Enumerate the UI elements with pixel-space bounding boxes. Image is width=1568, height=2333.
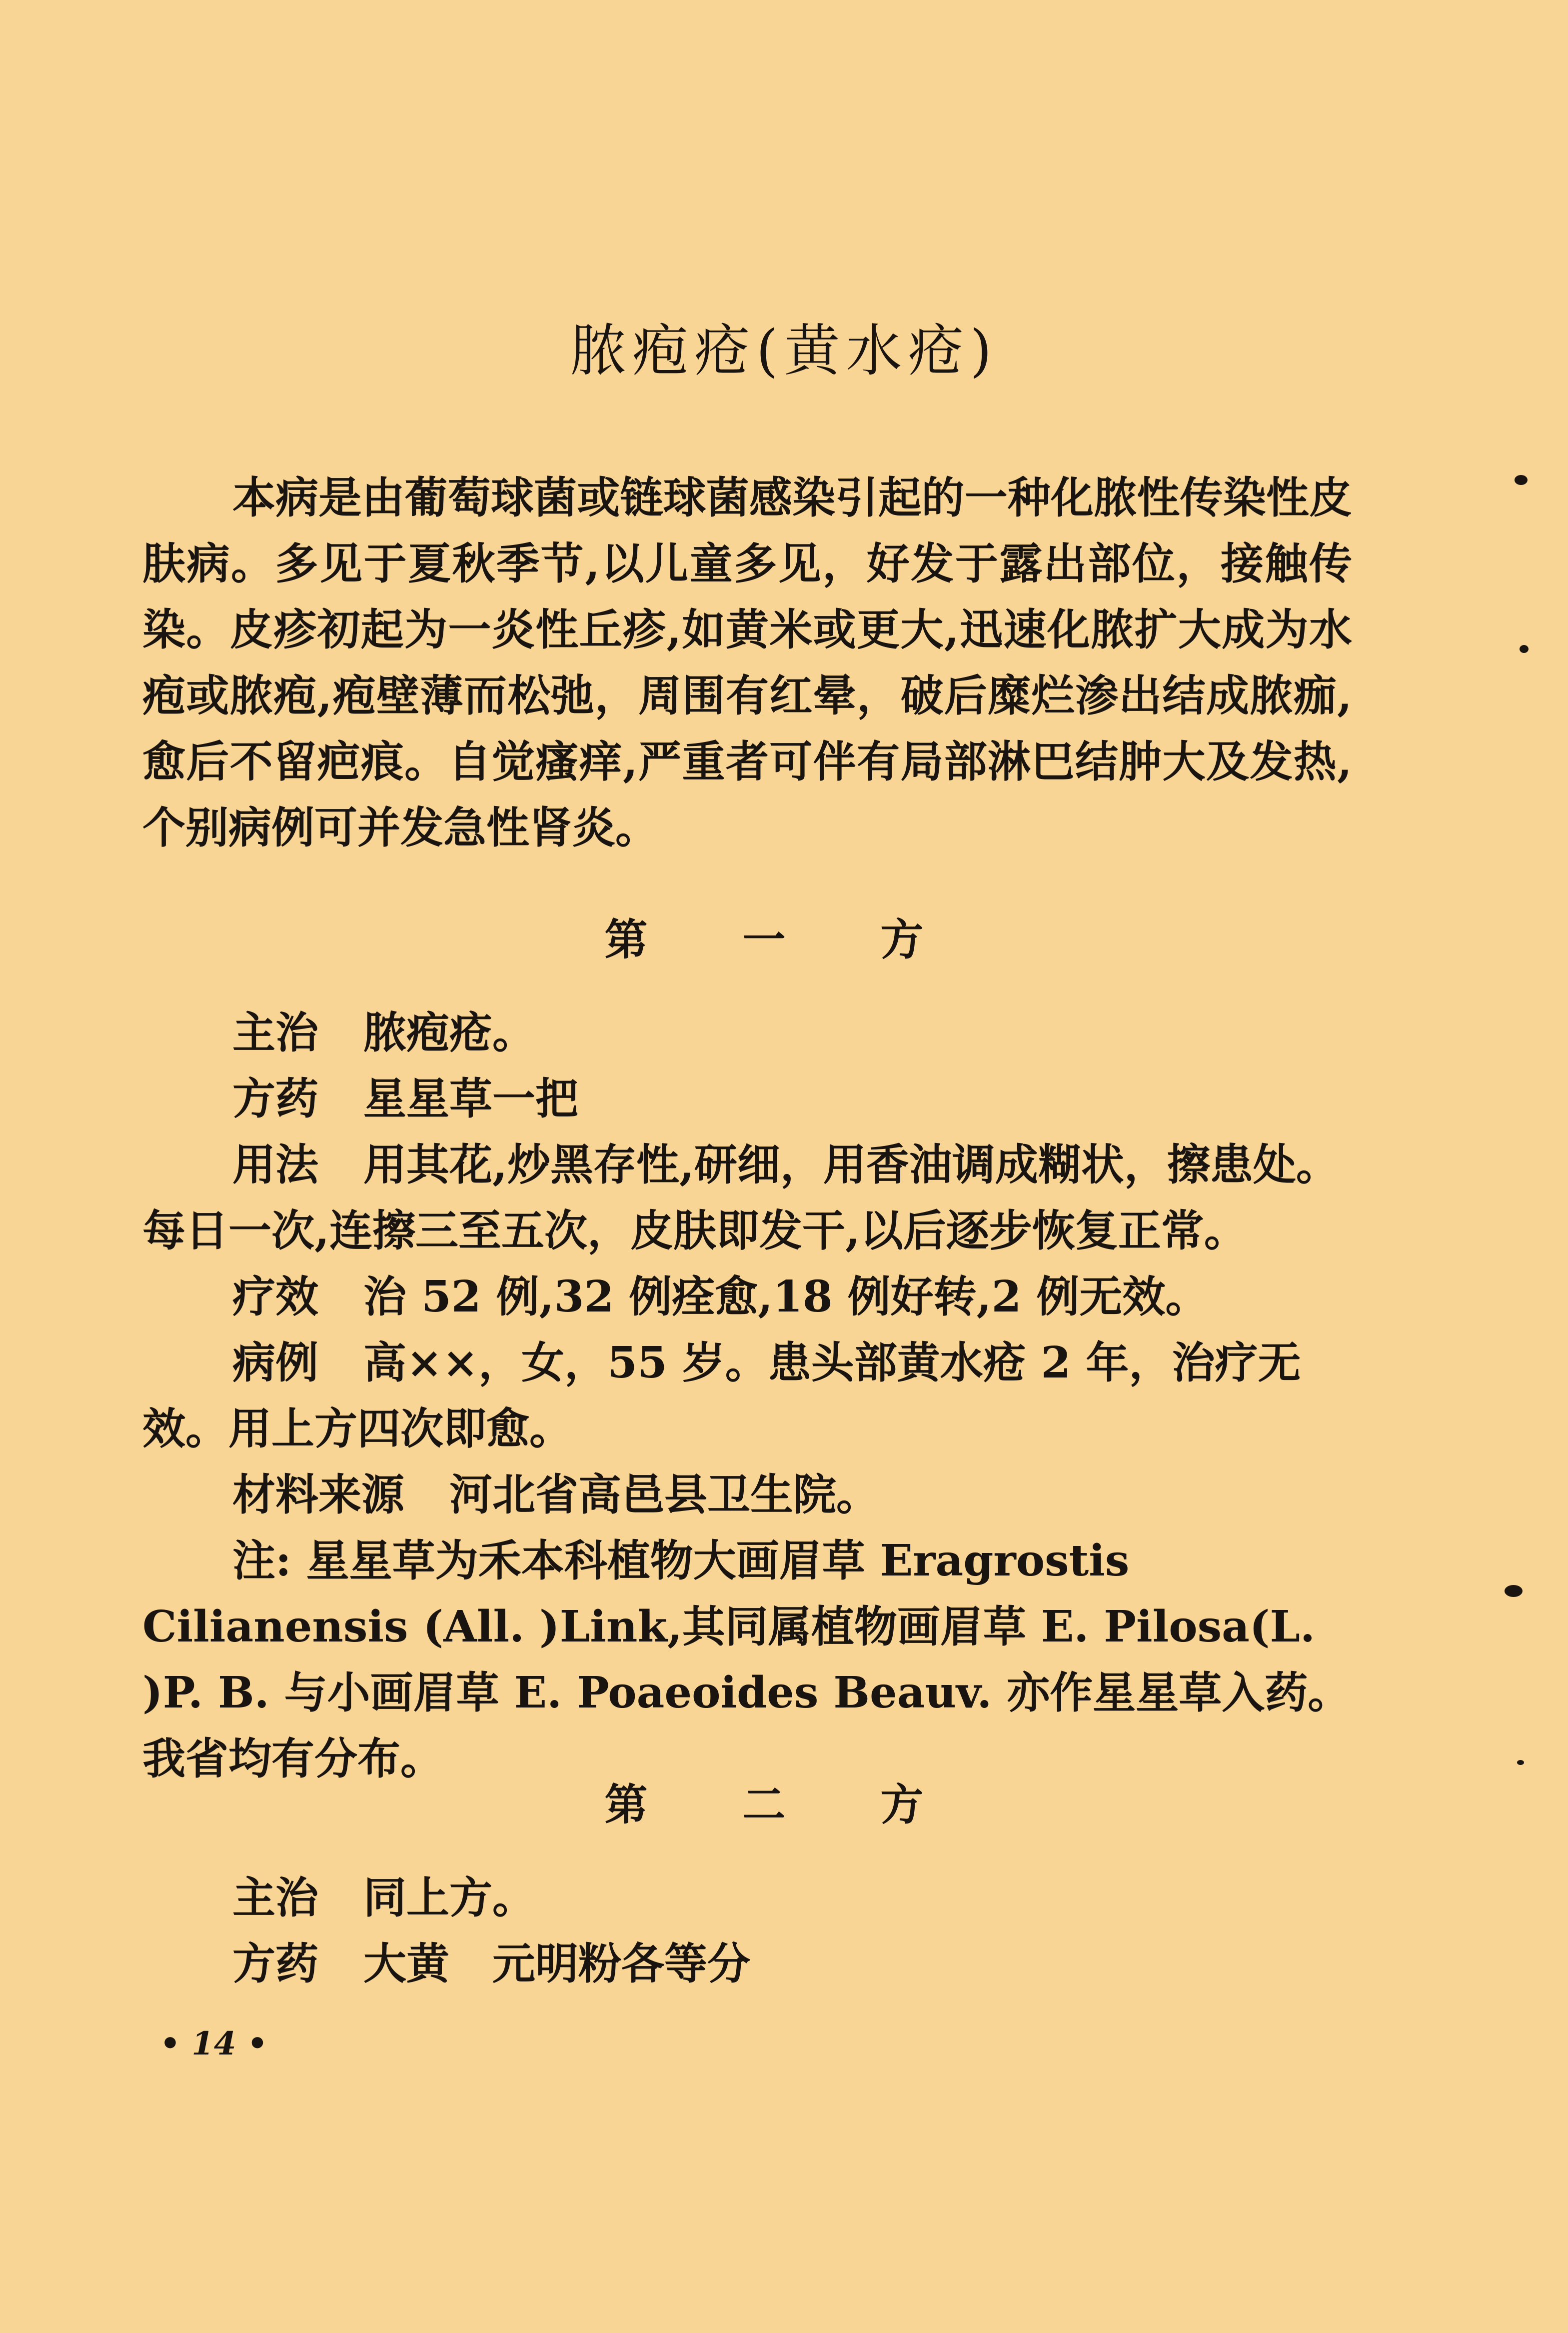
indication-text: 同上方。 — [363, 1872, 535, 1923]
recipe1-usage — [142, 1132, 1352, 1264]
recipe1-source — [142, 1462, 1352, 1528]
usage-text: 用其花,炒黑存性,研细，用香油调成糊状，擦患处。每日一次,连擦三至五次，皮肤即发干,以后逐步恢复正常。 — [142, 1140, 1339, 1256]
case-text: 高××，女，55 岁。患头部黄水疮 2 年，治疗无效。用上方四次即愈。 — [142, 1338, 1301, 1454]
scan-speck — [1515, 475, 1528, 485]
section-heading-recipe-2: 第 二 方 — [604, 1780, 964, 1830]
recipe1-indication — [142, 1000, 1352, 1066]
efficacy-label: 疗效 — [232, 1272, 318, 1322]
usage-label: 用法 — [232, 1140, 318, 1190]
prescription-label: 方药 — [232, 1938, 318, 1989]
recipe2-prescription — [142, 1931, 1352, 1997]
page-number: • 14 • — [160, 2025, 268, 2062]
note-text: 星星草为禾本科植物大画眉草 Eragrostis Cilianensis (All. )Link,其同属植物画眉草 E. Pilosa(L. )P. B. 与小画眉草 E. Poaeoides Beauv. 亦作星星草入药。我省均有分布。 — [142, 1536, 1351, 1784]
recipe1-note — [142, 1528, 1352, 1792]
scan-speck — [1520, 645, 1529, 653]
scan-speck — [1505, 1585, 1523, 1597]
source-label: 材料来源 — [232, 1470, 404, 1520]
indication-label: 主治 — [232, 1008, 318, 1058]
scan-speck — [1517, 1760, 1524, 1765]
note-label: 注: — [232, 1536, 291, 1586]
section-heading-recipe-1: 第 一 方 — [604, 914, 964, 965]
recipe1-efficacy — [142, 1264, 1352, 1330]
efficacy-text: 治 52 例,32 例痊愈,18 例好转,2 例无效。 — [363, 1272, 1209, 1322]
prescription-label: 方药 — [232, 1074, 318, 1124]
case-label: 病例 — [232, 1338, 318, 1388]
indication-label: 主治 — [232, 1872, 318, 1923]
prescription-text: 大黄 元明粉各等分 — [363, 1938, 750, 1989]
recipe2-indication — [142, 1865, 1352, 1931]
source-text: 河北省高邑县卫生院。 — [449, 1470, 879, 1520]
page-title: 脓疱疮(黄水疮) — [570, 318, 998, 384]
indication-text: 脓疱疮。 — [363, 1008, 535, 1058]
prescription-text: 星星草一把 — [363, 1074, 578, 1124]
intro-paragraph: 本病是由葡萄球菌或链球菌感染引起的一种化脓性传染性皮肤病。多见于夏秋季节,以儿童多见，好发于露出部位，接触传染。皮疹初起为一炎性丘疹,如黄米或更大,迅速化脓扩大成为水疱或脓疱,疱壁薄而松弛，周围有红晕，破后糜烂渗出结成脓痂,愈后不留疤痕。自觉瘙痒,严重者可伴有局部淋巴结肿大及发热,个别病例可并发急性肾炎。 — [142, 472, 1352, 853]
recipe1-case — [142, 1330, 1352, 1462]
recipe1-prescription — [142, 1066, 1352, 1132]
